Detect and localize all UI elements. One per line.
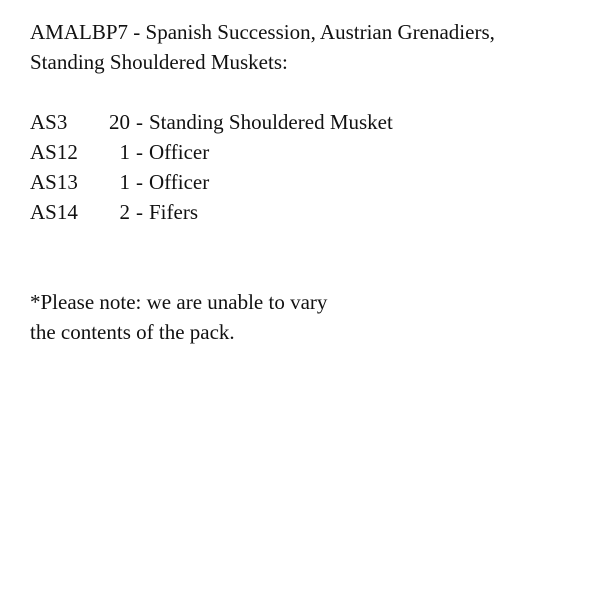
item-quantity: 2 (119, 200, 130, 224)
item-description: Officer (149, 140, 210, 164)
pack-contents-document (30, 17, 590, 347)
item-description: Fifers (149, 200, 198, 224)
pack-note-line-1: *Please note: we are unable to vary (30, 290, 328, 314)
pack-title-line-2: Standing Shouldered Muskets: (30, 50, 288, 74)
pack-title (30, 17, 590, 77)
item-code: AS3 (30, 110, 68, 134)
pack-note-line-2: the contents of the pack. (30, 320, 235, 344)
item-quantity: 1 (119, 170, 130, 194)
pack-item-row (30, 137, 590, 167)
item-code: AS13 (30, 170, 78, 194)
item-separator: - (136, 200, 143, 224)
pack-title-line-1: AMALBP7 - Spanish Succession, Austrian Grenadiers, (30, 20, 495, 44)
pack-note (30, 287, 590, 347)
item-description: Standing Shouldered Musket (149, 110, 393, 134)
item-separator: - (136, 140, 143, 164)
item-separator: - (136, 170, 143, 194)
item-quantity: 20 (109, 110, 130, 134)
pack-item-row (30, 197, 590, 227)
pack-item-row (30, 107, 590, 137)
pack-item-list (30, 107, 590, 227)
item-code: AS14 (30, 200, 78, 224)
item-quantity: 1 (119, 140, 130, 164)
item-description: Officer (149, 170, 210, 194)
item-code: AS12 (30, 140, 78, 164)
pack-item-row (30, 167, 590, 197)
item-separator: - (136, 110, 143, 134)
